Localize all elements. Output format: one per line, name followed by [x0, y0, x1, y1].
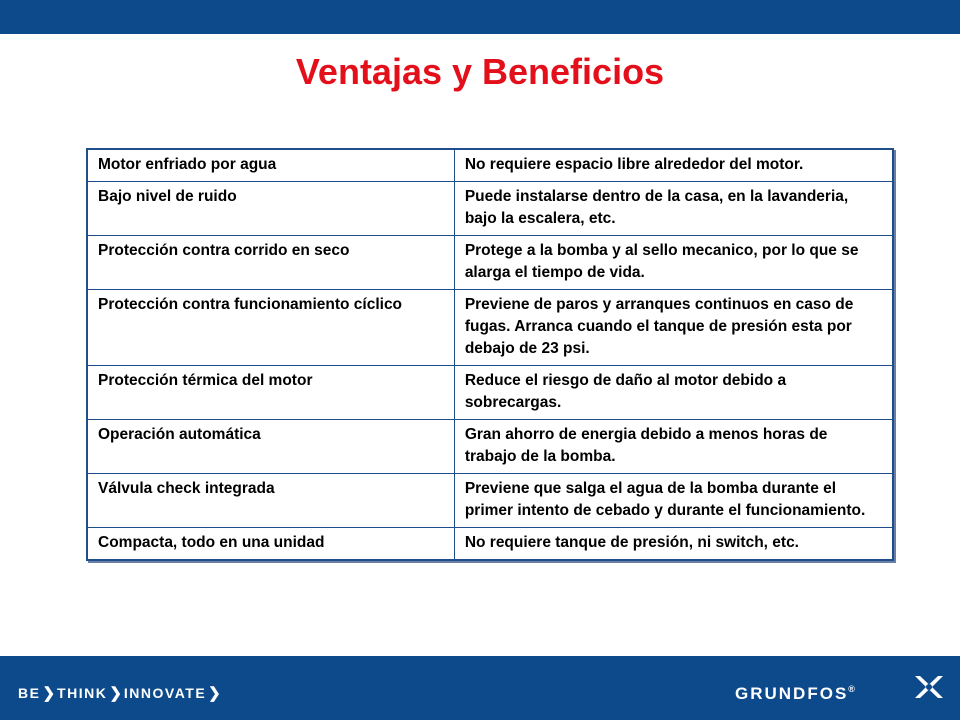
tagline-think: THINK — [57, 685, 108, 701]
benefit-cell: No requiere espacio libre alrededor del motor. — [454, 149, 893, 182]
benefit-cell: No requiere tanque de presión, ni switch, etc. — [454, 528, 893, 561]
feature-cell: Operación automática — [87, 420, 454, 474]
registered-mark: ® — [848, 684, 855, 694]
brand-name: GRUNDFOS — [735, 684, 849, 703]
grundfos-x-logo-icon — [912, 672, 946, 702]
benefits-table-container — [86, 148, 894, 561]
table-row — [87, 236, 893, 290]
feature-cell: Protección contra corrido en seco — [87, 236, 454, 290]
benefit-cell: Protege a la bomba y al sello mecanico, por lo que se alarga el tiempo de vida. — [454, 236, 893, 290]
feature-cell: Compacta, todo en una unidad — [87, 528, 454, 561]
brand-logo-text — [735, 684, 855, 704]
benefit-cell: Previene de paros y arranques continuos en caso de fugas. Arranca cuando el tanque de presión esta por debajo de 23 psi. — [454, 290, 893, 366]
tagline-innovate: INNOVATE — [123, 685, 207, 701]
table-row — [87, 528, 893, 561]
chevron-right-icon: ❯ — [208, 685, 221, 702]
table-row — [87, 182, 893, 236]
feature-cell: Válvula check integrada — [87, 474, 454, 528]
table-row — [87, 420, 893, 474]
slide-title: Ventajas y Beneficios — [295, 51, 665, 92]
feature-cell: Motor enfriado por agua — [87, 149, 454, 182]
benefit-cell: Puede instalarse dentro de la casa, en la lavanderia, bajo la escalera, etc. — [454, 182, 893, 236]
benefits-table — [86, 148, 894, 561]
tagline-be: BE — [18, 685, 41, 701]
feature-cell: Bajo nivel de ruido — [87, 182, 454, 236]
benefit-cell: Gran ahorro de energia debido a menos horas de trabajo de la bomba. — [454, 420, 893, 474]
tagline — [18, 684, 223, 702]
feature-cell: Protección térmica del motor — [87, 366, 454, 420]
table-row — [87, 149, 893, 182]
table-row — [87, 290, 893, 366]
table-row — [87, 474, 893, 528]
top-bar — [0, 0, 960, 34]
feature-cell: Protección contra funcionamiento cíclico — [87, 290, 454, 366]
table-row — [87, 366, 893, 420]
benefit-cell: Reduce el riesgo de daño al motor debido a sobrecargas. — [454, 366, 893, 420]
benefit-cell: Previene que salga el agua de la bomba durante el primer intento de cebado y durante el funcionamiento. — [454, 474, 893, 528]
bottom-bar — [0, 656, 960, 720]
chevron-right-icon: ❯ — [42, 685, 56, 702]
chevron-right-icon: ❯ — [109, 685, 122, 702]
